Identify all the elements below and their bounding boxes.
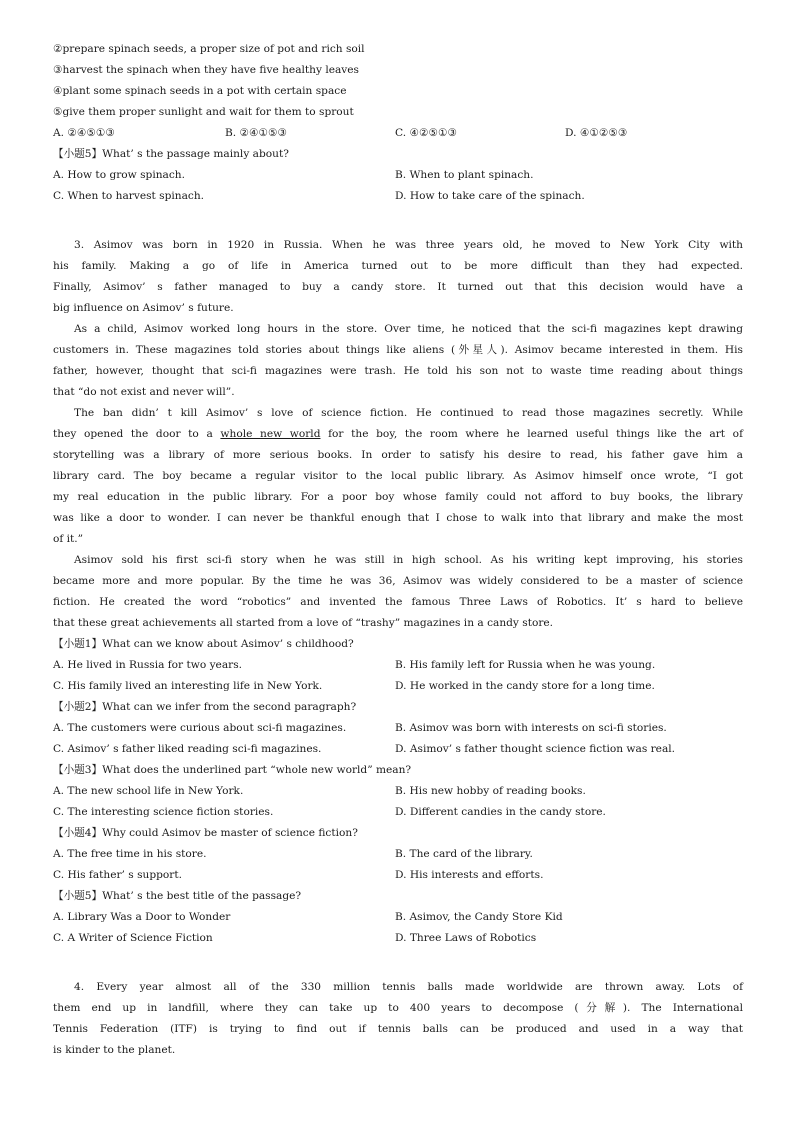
option-b: B. Asimov, the Candy Store Kid: [395, 911, 563, 923]
passage-3: [53, 235, 743, 634]
option-c: C. His family lived an interesting life in New York.: [53, 680, 323, 692]
options-row: [53, 186, 743, 207]
prev-q4-options: [53, 123, 743, 144]
paragraph-line: father, however, thought that sci-fi magazines were trash. He told his son not to waste time reading about things: [53, 365, 743, 377]
option-c: C. The interesting science fiction stories.: [53, 806, 274, 818]
paragraph-line: Finally, Asimov’ s father managed to buy a candy store. It turned out that this decision would have a: [53, 281, 743, 293]
option-b: B. His new hobby of reading books.: [395, 785, 586, 797]
options-row: [53, 781, 743, 802]
option-d: D. His interests and efforts.: [395, 869, 544, 881]
paragraph-line: customers in. These magazines told stories about things like aliens (外星人). Asimov became interested in them. His: [53, 344, 743, 356]
option-d: D. Asimov’ s father thought science fiction was real.: [395, 743, 676, 755]
paragraph-line: The ban didn’ t kill Asimov’ s love of science fiction. He continued to read those magazines secretly. While: [74, 407, 743, 419]
question: 【小题2】What can we infer from the second paragraph?: [53, 701, 357, 713]
paragraph-line: storytelling was a library of more serious books. In order to satisfy his desire to read, his father gave him a: [53, 449, 743, 461]
question: 【小题5】What’ s the best title of the passage?: [53, 890, 302, 902]
paragraph-line: Tennis Federation (ITF) is trying to find out if tennis balls can be produced and used in a way that: [53, 1023, 743, 1035]
options-row: [53, 928, 743, 949]
paragraph-line: them end up in landfill, where they can take up to 400 years to decompose (分解). The International: [53, 1002, 743, 1014]
option-c: C. A Writer of Science Fiction: [53, 932, 213, 944]
paragraph-line: fiction. He created the word “robotics” and invented the famous Three Laws of Robotics. It’ s hard to believe: [53, 596, 743, 608]
paragraph-line: that “do not exist and never will”.: [53, 386, 235, 398]
paragraph-line-underlined: [53, 424, 743, 445]
option-d: D. He worked in the candy store for a long time.: [395, 680, 655, 692]
paragraph-line: his family. Making a go of life in America turned out to be more difficult than they had expected.: [53, 260, 743, 272]
option-b: B. His family left for Russia when he was young.: [395, 659, 656, 671]
text-span: for the boy, the room where he learned useful things like the art of: [320, 428, 743, 440]
option-b: B. ②④①⑤③: [225, 127, 288, 139]
option-a: A. Library Was a Door to Wonder: [53, 911, 231, 923]
option-c: C. Asimov’ s father liked reading sci-fi magazines.: [53, 743, 322, 755]
options-row: [53, 865, 743, 886]
paragraph-line: was like a door to wonder. I can never be thankful enough that I chose to walk into that library and make the most: [53, 512, 743, 524]
option-a: A. The new school life in New York.: [53, 785, 244, 797]
option-d: D. Different candies in the candy store.: [395, 806, 606, 818]
paragraph-line: Asimov sold his first sci-fi story when he was still in high school. As his writing kept improving, his stories: [74, 554, 743, 566]
options-row: [53, 655, 743, 676]
options-row: [53, 802, 743, 823]
paragraph-line: 3. Asimov was born in 1920 in Russia. When he was three years old, he moved to New York City with: [74, 239, 743, 251]
question: 【小题3】What does the underlined part “whole new world” mean?: [53, 764, 412, 776]
text-span: they opened the door to a: [53, 428, 221, 440]
option-c: C. When to harvest spinach.: [53, 190, 205, 202]
question: 【小题5】What’ s the passage mainly about?: [53, 148, 289, 160]
options-row: [53, 739, 743, 760]
paragraph-line: library card. The boy became a regular visitor to the local public library. As Asimov himself once wrote, “I got: [53, 470, 743, 482]
options-row: [53, 844, 743, 865]
option-d: D. How to take care of the spinach.: [395, 190, 585, 202]
options-row: [53, 718, 743, 739]
paragraph-line: As a child, Asimov worked long hours in the store. Over time, he noticed that the sci-fi magazines kept drawing: [74, 323, 743, 335]
option-c: C. ④②⑤①③: [395, 127, 457, 139]
paragraph-line: is kinder to the planet.: [53, 1044, 176, 1056]
option-b: B. Asimov was born with interests on sci-fi stories.: [395, 722, 667, 734]
paragraph-line: became more and more popular. By the time he was 36, Asimov was widely considered to be a master of science: [53, 575, 743, 587]
options-row: [53, 165, 743, 186]
option-c: C. His father’ s support.: [53, 869, 182, 881]
prev-steps: [53, 39, 743, 123]
options-row: [53, 907, 743, 928]
option-b: B. The card of the library.: [395, 848, 533, 860]
option-a: A. ②④⑤①③: [53, 127, 115, 139]
question: 【小题4】Why could Asimov be master of science fiction?: [53, 827, 358, 839]
option-a: A. How to grow spinach.: [53, 169, 185, 181]
underlined-phrase: whole new world: [220, 428, 321, 440]
option-b: B. When to plant spinach.: [395, 169, 534, 181]
option-a: A. The customers were curious about sci-fi magazines.: [53, 722, 347, 734]
step-line: ④plant some spinach seeds in a pot with certain space: [53, 85, 347, 97]
question: 【小题1】What can we know about Asimov’ s childhood?: [53, 638, 354, 650]
step-line: ⑤give them proper sunlight and wait for them to sprout: [53, 106, 354, 118]
document-page: [53, 39, 743, 1061]
passage-4: [53, 977, 743, 1061]
option-a: A. The free time in his store.: [53, 848, 207, 860]
paragraph-line: that these great achievements all started from a love of “trashy” magazines in a candy store.: [53, 617, 554, 629]
options-row: [53, 676, 743, 697]
option-d: D. Three Laws of Robotics: [395, 932, 537, 944]
paragraph-line: 4. Every year almost all of the 330 million tennis balls made worldwide are thrown away. Lots of: [74, 981, 743, 993]
paragraph-line: my real education in the public library. For a poor boy whose family could not afford to buy books, the library: [53, 491, 743, 503]
option-a: A. He lived in Russia for two years.: [53, 659, 243, 671]
paragraph-line: big influence on Asimov’ s future.: [53, 302, 234, 314]
paragraph-line: of it.”: [53, 533, 84, 545]
step-line: ②prepare spinach seeds, a proper size of pot and rich soil: [53, 43, 365, 55]
option-d: D. ④①②⑤③: [565, 127, 628, 139]
step-line: ③harvest the spinach when they have five healthy leaves: [53, 64, 359, 76]
questions-3: [53, 634, 743, 949]
